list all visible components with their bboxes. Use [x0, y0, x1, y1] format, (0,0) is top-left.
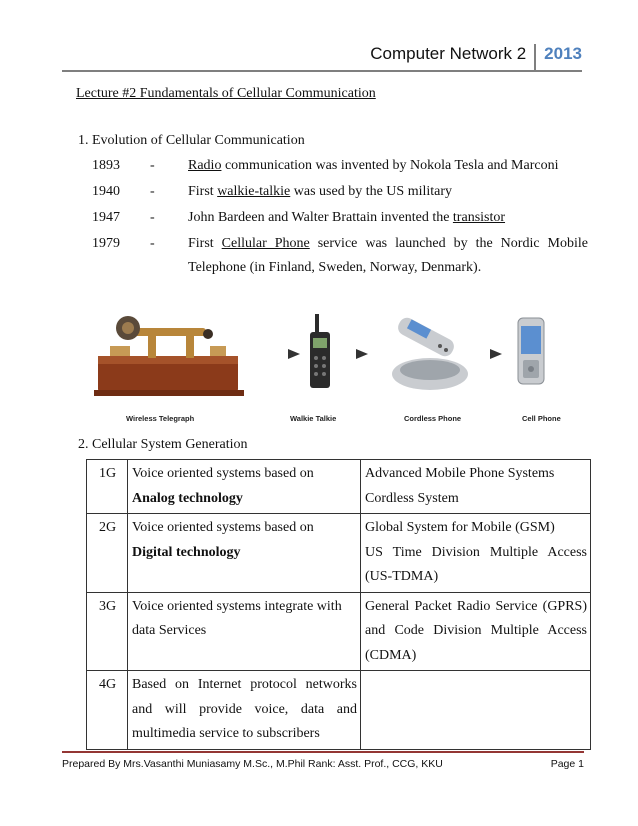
- evolution-dash: -: [150, 158, 155, 173]
- description-cell: [128, 592, 361, 671]
- generation-cell: 3G: [87, 592, 128, 671]
- evolution-dash: -: [150, 184, 155, 199]
- description-cell: [128, 671, 361, 750]
- evolution-text-post: was used by the US military: [290, 184, 453, 199]
- evolution-text-post: communication was invented by Nokola Tesla and Marconi: [221, 158, 559, 173]
- caption-wireless-telegraph: Wireless Telegraph: [126, 414, 195, 423]
- lecture-title: Lecture #2 Fundamentals of Cellular Communication: [76, 86, 376, 101]
- table-row: [87, 460, 591, 514]
- arrow-icon: [288, 349, 300, 359]
- system-item: Cordless System: [365, 490, 459, 506]
- evolution-text: [188, 180, 588, 204]
- table-row: [87, 514, 591, 593]
- description-text: Voice oriented systems based on: [132, 466, 314, 481]
- evolution-year: 1947: [92, 210, 120, 225]
- header-rule: [62, 70, 582, 72]
- cordless-phone-icon: [392, 315, 468, 390]
- footer-rule: [62, 751, 584, 753]
- evolution-link-transistor[interactable]: transistor: [452, 210, 506, 225]
- generation-cell: 4G: [87, 671, 128, 750]
- evolution-text: [188, 154, 588, 178]
- systems-cell: [361, 671, 591, 750]
- generation-cell: 1G: [87, 460, 128, 514]
- evolution-text-post: service was launched by the Nordic Mobile Telephone (in Finland, Sweden, Norway, Denmark).: [188, 236, 588, 275]
- arrow-icon: [490, 349, 502, 359]
- description-bold: Analog technology: [132, 490, 243, 506]
- description-cell: [128, 514, 361, 593]
- system-item: US Time Division Multiple Access (US-TDMA): [365, 544, 587, 584]
- description-text: Voice oriented systems based on: [132, 520, 314, 535]
- evolution-year: 1979: [92, 236, 120, 251]
- evolution-figure-art: [90, 298, 590, 410]
- systems-cell: [361, 514, 591, 593]
- evolution-text: [188, 232, 588, 280]
- header-year: 2013: [544, 44, 582, 63]
- evolution-text-pre: First: [188, 184, 218, 199]
- system-item: General Packet Radio Service (GPRS) and Code Division Multiple Access (CDMA): [365, 598, 587, 663]
- footer-author: Prepared By Mrs.Vasanthi Muniasamy M.Sc., M.Phil Rank: Asst. Prof., CCG, KKU: [62, 758, 443, 770]
- evolution-dash: -: [150, 236, 155, 251]
- generation-table: [86, 459, 591, 750]
- page-header: [370, 38, 582, 70]
- table-row: [87, 592, 591, 671]
- description-text: Based on Internet protocol networks and will provide voice, data and multimedia service to subscribers: [132, 677, 357, 741]
- table-row: [87, 671, 591, 750]
- evolution-year: 1893: [92, 158, 120, 173]
- caption-cordless-phone: Cordless Phone: [404, 414, 462, 423]
- caption-cell-phone: Cell Phone: [522, 414, 561, 423]
- systems-cell: [361, 592, 591, 671]
- description-cell: [128, 460, 361, 514]
- evolution-link-cellular-phone[interactable]: Cellular Phone: [221, 236, 310, 251]
- evolution-text-pre: First: [188, 236, 222, 251]
- evolution-dash: -: [150, 210, 155, 225]
- walkie-talkie-icon: [310, 314, 330, 388]
- system-item: Advanced Mobile Phone Systems: [365, 466, 555, 481]
- section1-heading: 1. Evolution of Cellular Communication: [78, 133, 305, 148]
- generation-cell: 2G: [87, 514, 128, 593]
- evolution-link-radio[interactable]: Radio: [188, 158, 222, 173]
- page-number: Page 1: [550, 758, 584, 770]
- evolution-text: [188, 206, 588, 230]
- evolution-text-pre: John Bardeen and Walter Brattain invented the: [188, 210, 453, 225]
- systems-cell: [361, 460, 591, 514]
- caption-walkie-talkie: Walkie Talkie: [290, 414, 337, 423]
- system-item: Global System for Mobile (GSM): [365, 520, 555, 535]
- evolution-link-walkie-talkie[interactable]: walkie-talkie: [217, 184, 291, 199]
- evolution-figure: [90, 298, 590, 430]
- header-title: Computer Network 2: [370, 44, 536, 70]
- evolution-year: 1940: [92, 184, 120, 199]
- arrow-icon: [356, 349, 368, 359]
- telegraph-icon: [94, 316, 244, 396]
- section2-heading: 2. Cellular System Generation: [78, 437, 248, 452]
- page-footer: [62, 758, 584, 770]
- cell-phone-icon: [518, 318, 544, 384]
- description-bold: Digital technology: [132, 544, 241, 560]
- description-text: Voice oriented systems integrate with data Services: [132, 598, 342, 638]
